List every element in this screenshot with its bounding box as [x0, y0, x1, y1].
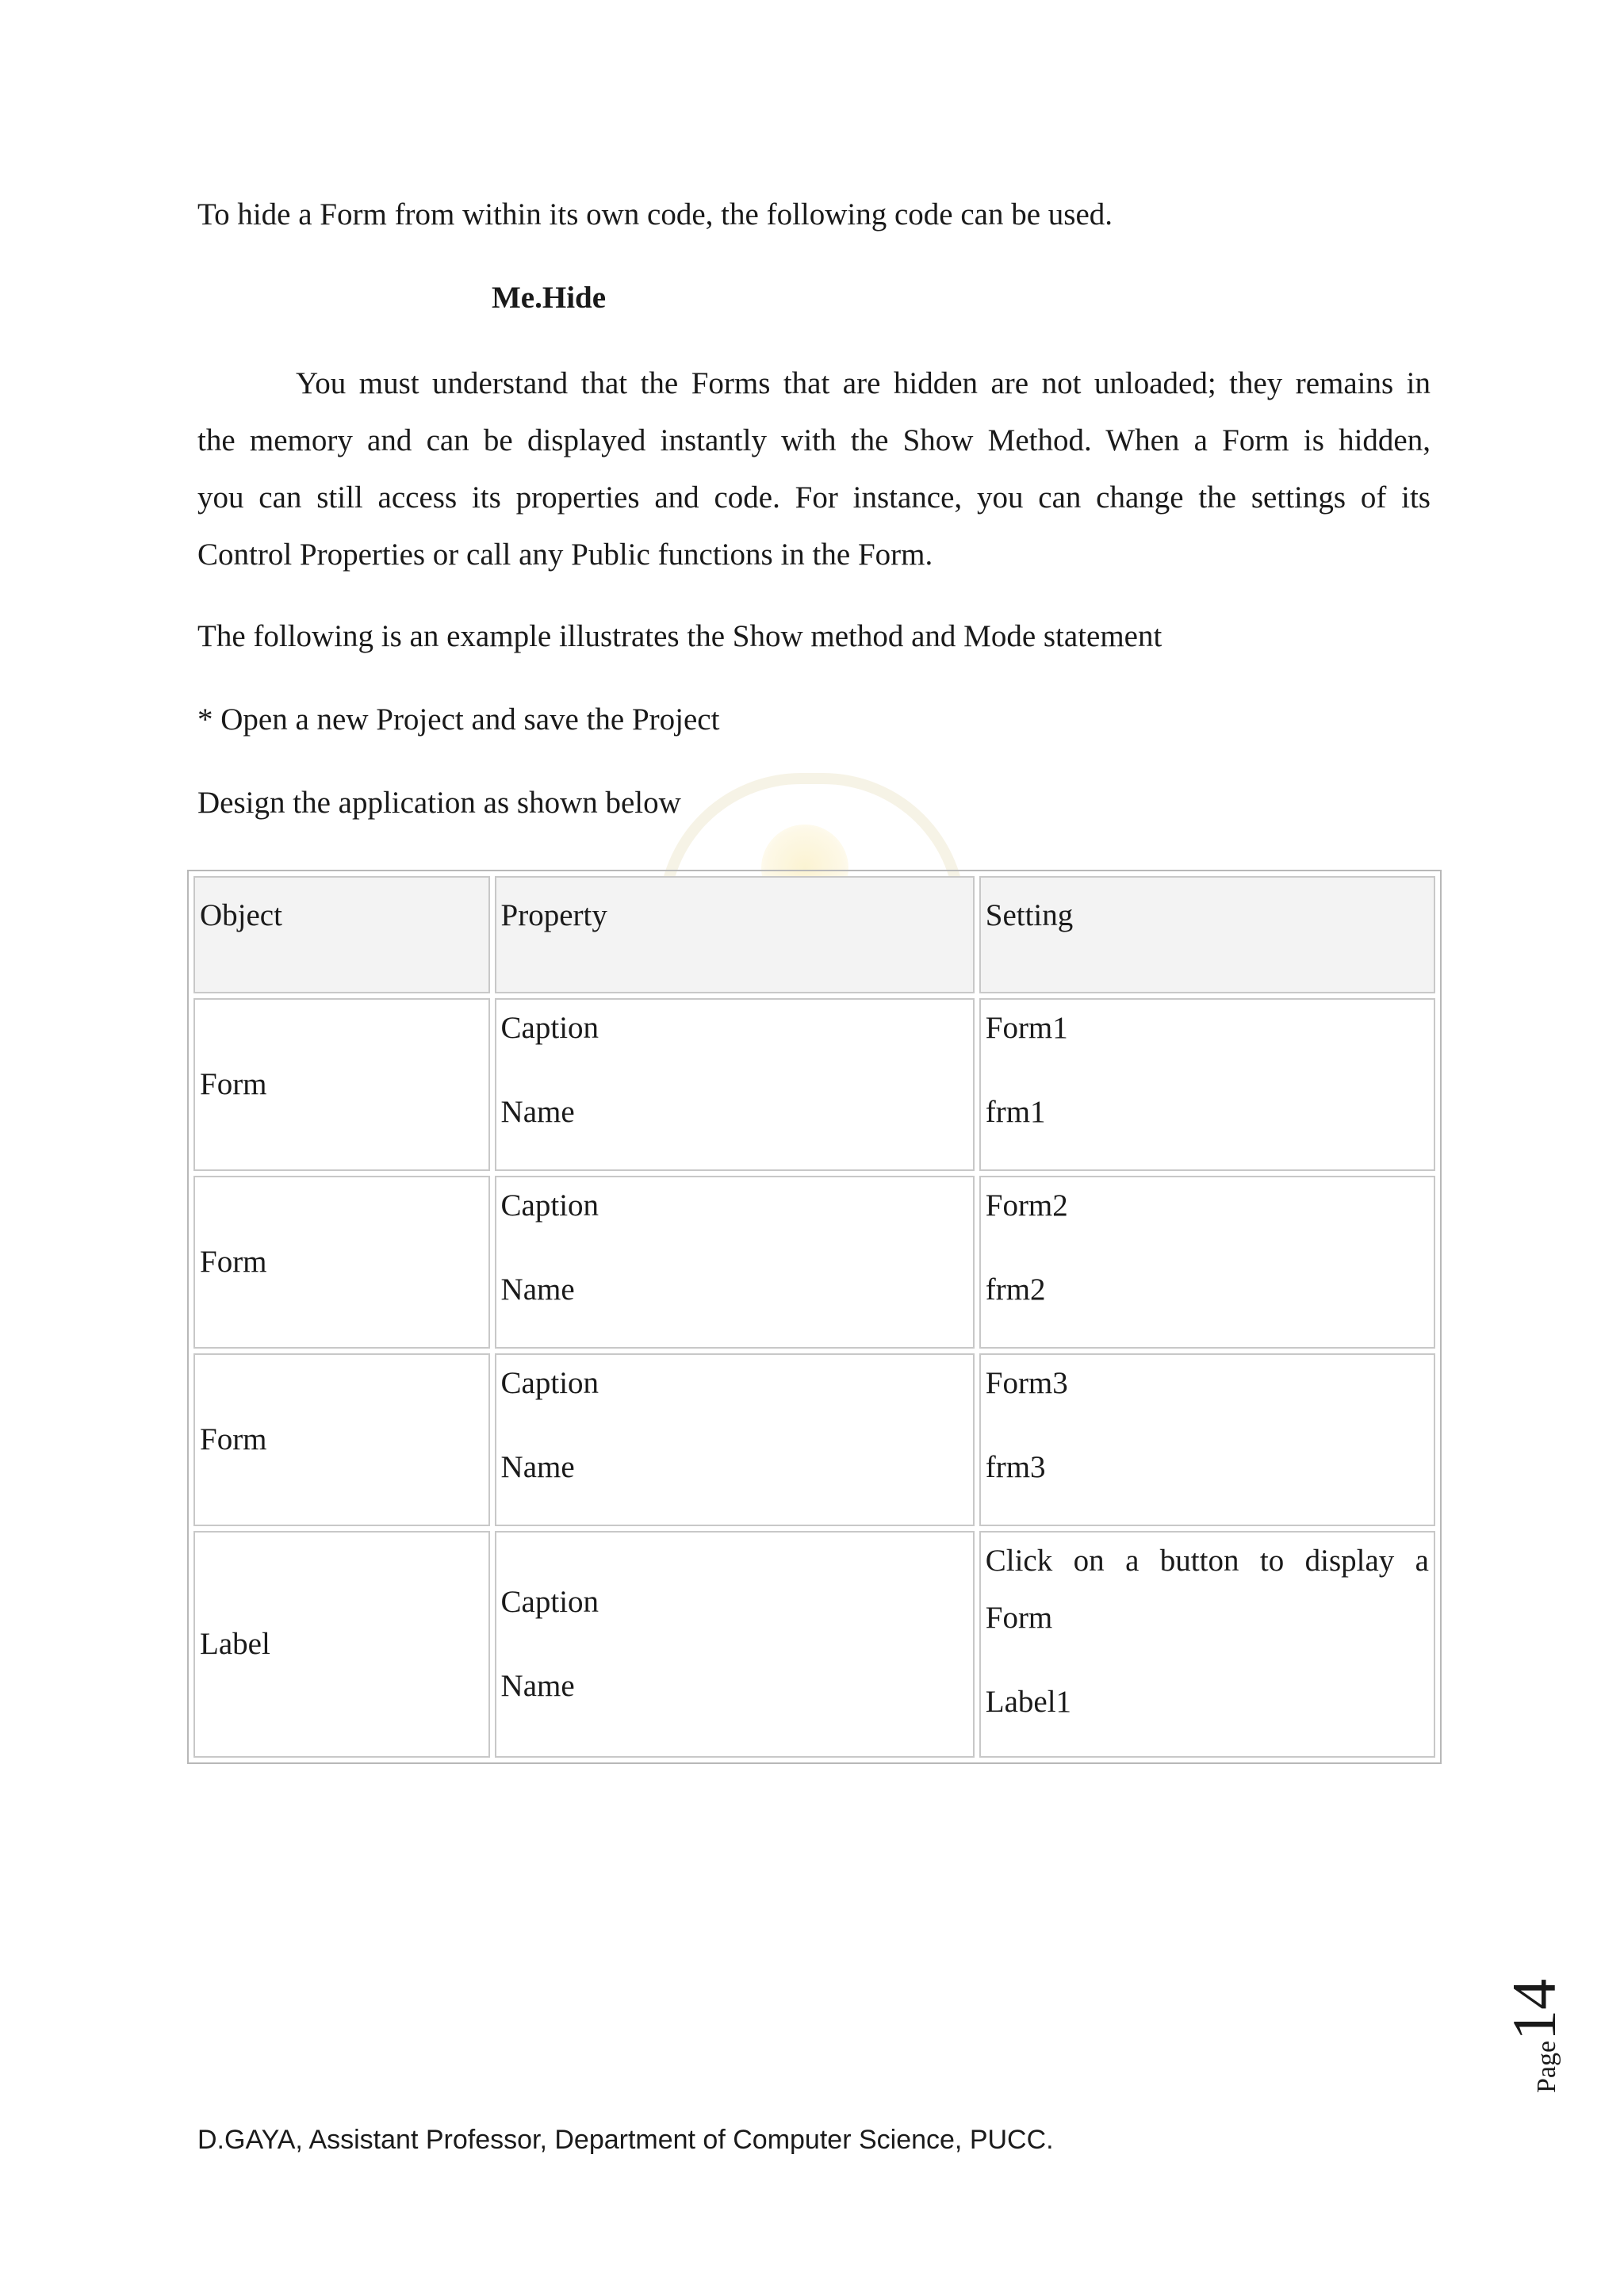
setting-cell: [979, 1353, 1435, 1526]
property-caption: Caption: [500, 1366, 599, 1400]
properties-table: [187, 870, 1442, 1764]
header-object: Object: [193, 876, 490, 993]
footer-text: D.GAYA, Assistant Professor, Department of Computer Science, PUCC.: [197, 2125, 1054, 2155]
setting-cell: [979, 1176, 1435, 1349]
setting-cell: [979, 1531, 1435, 1758]
setting-name: frm1: [985, 1095, 1046, 1129]
setting-caption: Form1: [985, 1011, 1068, 1045]
property-cell: [495, 1353, 975, 1526]
property-name: Name: [500, 1095, 575, 1129]
setting-name: Label1: [985, 1685, 1072, 1719]
object-cell: Form: [193, 998, 490, 1171]
property-cell: [495, 1531, 975, 1758]
table-header-row: [193, 876, 1435, 993]
setting-caption: Form2: [985, 1188, 1068, 1223]
setting-name: frm2: [985, 1272, 1046, 1307]
page-number: [1491, 1958, 1570, 2101]
object-cell: Form: [193, 1176, 490, 1349]
design-line: Design the application as shown below: [197, 786, 681, 820]
paragraph-line: you can still access its properties and code. For instance, you can change the settings of its: [197, 480, 1431, 515]
object-cell: Label: [193, 1531, 490, 1758]
setting-caption: Click on a button to display a: [985, 1544, 1429, 1578]
example-line: The following is an example illustrates the Show method and Mode statement: [197, 619, 1162, 653]
property-cell: [495, 998, 975, 1171]
table-row: [193, 998, 1435, 1171]
property-caption: Caption: [500, 1585, 599, 1619]
setting-name: frm3: [985, 1450, 1046, 1484]
intro-line: To hide a Form from within its own code, the following code can be used.: [197, 197, 1113, 232]
setting-caption: Form3: [985, 1366, 1068, 1400]
paragraph-line: You must understand that the Forms that are hidden are not unloaded; they remains in: [296, 366, 1431, 400]
table-row: [193, 1353, 1435, 1526]
header-property: Property: [495, 876, 975, 993]
explanation-paragraph: [197, 355, 1431, 584]
property-name: Name: [500, 1669, 575, 1703]
property-cell: [495, 1176, 975, 1349]
property-caption: Caption: [500, 1188, 599, 1223]
code-snippet: Me.Hide: [492, 281, 607, 315]
table-row: [193, 1531, 1435, 1758]
property-caption: Caption: [500, 1011, 599, 1045]
paragraph-line: Control Properties or call any Public functions in the Form.: [197, 538, 933, 572]
object-cell: Form: [193, 1353, 490, 1526]
page-number-value: 14: [1500, 1978, 1568, 2041]
paragraph-line: the memory and can be displayed instantly with the Show Method. When a Form is hidden,: [197, 423, 1431, 457]
setting-caption-continued: Form: [985, 1601, 1053, 1635]
setting-cell: [979, 998, 1435, 1171]
step-line: * Open a new Project and save the Project: [197, 702, 720, 737]
property-name: Name: [500, 1450, 575, 1484]
header-setting: Setting: [979, 876, 1435, 993]
page-label: Page: [1532, 2040, 1561, 2093]
property-name: Name: [500, 1272, 575, 1307]
table-row: [193, 1176, 1435, 1349]
